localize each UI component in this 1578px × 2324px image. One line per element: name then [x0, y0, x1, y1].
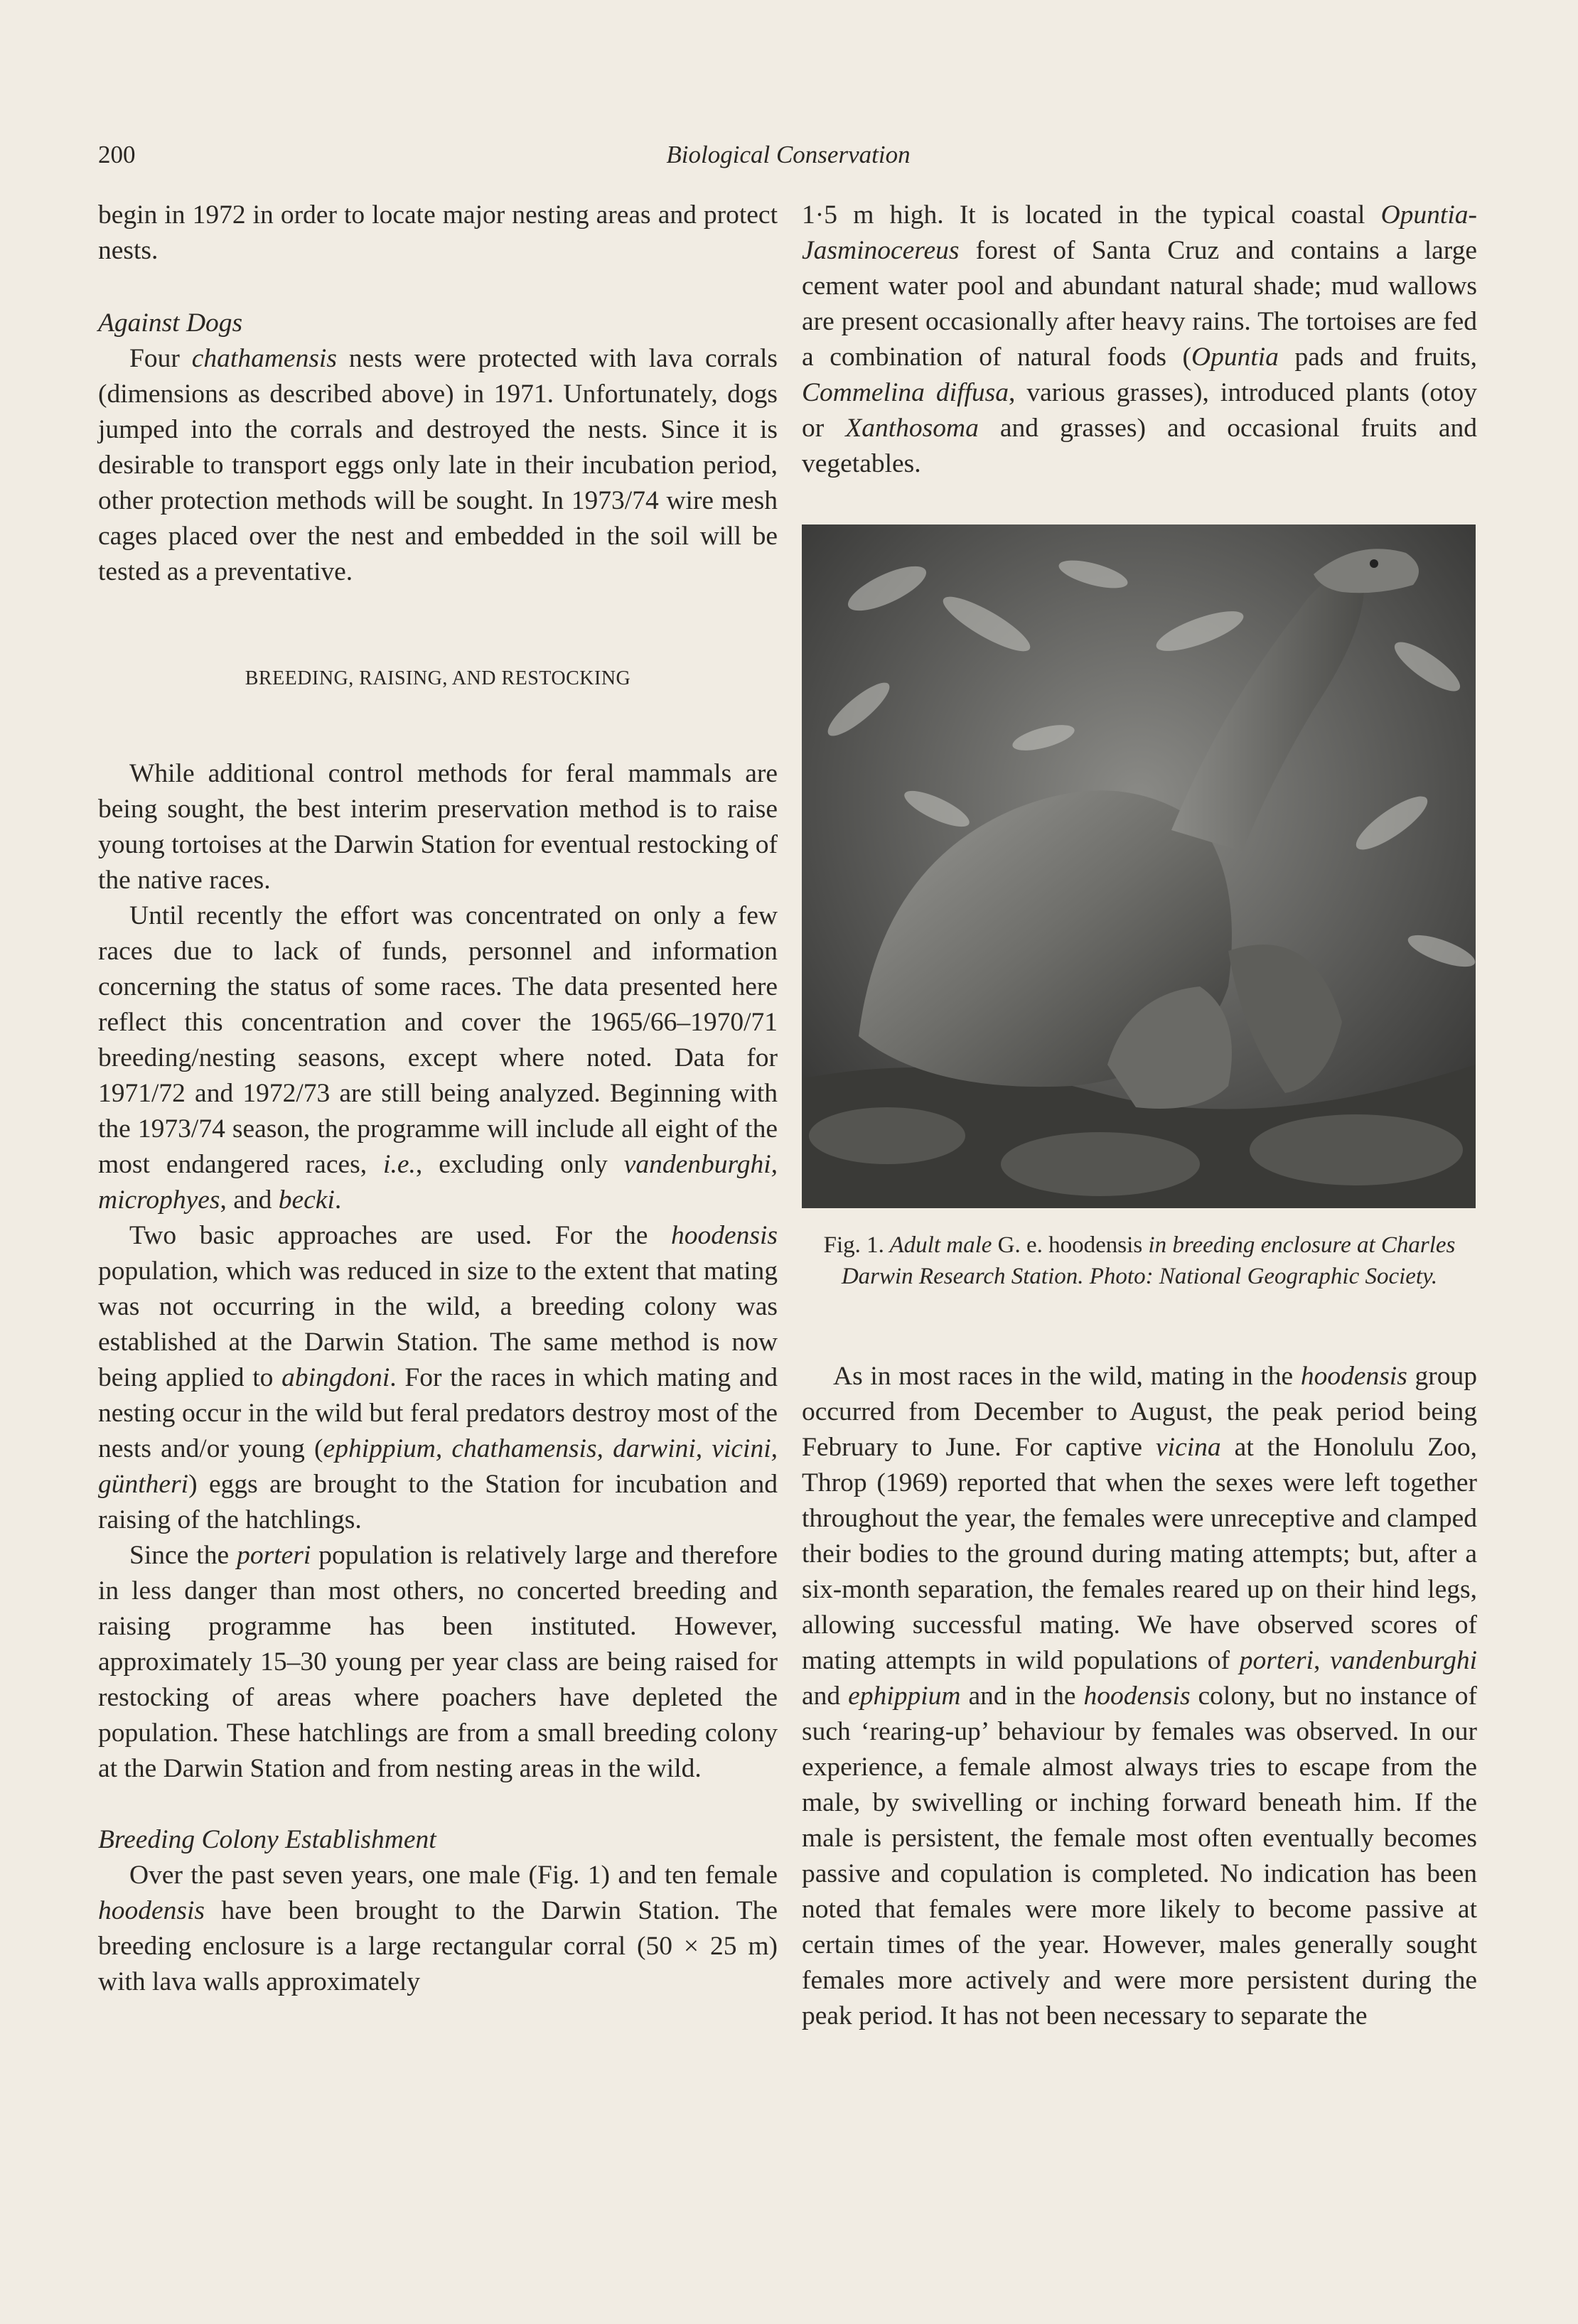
- subheading-breeding-colony: Breeding Colony Establishment: [98, 1825, 436, 1854]
- paragraph-enclosure: 1·5 m high. It is located in the typical coastal Opuntia-Jasminocereus forest of Santa Cruz and contains a large cement water pool and abundant natural shade; mud wallows are present occasionally after heavy rains. The tortoises are fed a combination of natural foods (Opuntia pads and fruits, Commelina diffusa, various grasses), introduced plants (otoy or Xanthosoma and grasses) and occasional fruits and vegetables.: [802, 200, 1477, 478]
- right-column-top: [802, 198, 1477, 482]
- journal-title: Biological Conservation: [666, 141, 911, 168]
- paragraph-3: Two basic approaches are used. For the hoodensis population, which was reduced in size to the extent that mating was not occurring in the wild, a breeding colony was established at the Darwin Station. The same method is now being applied to abingdoni. For the races in which mating and nesting occur in the wild but feral predators destroy most of the nests and/or young (ephippium, chathamensis, darwini, vicini, güntheri) eggs are brought to the Station for incubation and raising of the hatchlings.: [98, 1221, 778, 1534]
- paragraph-dogs: Four chathamensis nests were protected with lava corrals (dimensions as described above) in 1971. Unfortunately, dogs jumped into the corrals and destroyed the nests. Since it is desirable to transport eggs only late in their incubation period, other protection methods will be sought. In 1973/74 wire mesh cages placed over the nest and embedded in the soil will be tested as a preventative.: [98, 344, 778, 586]
- figure-tortoise-photo: [802, 524, 1476, 1208]
- paragraph-1: While additional control methods for feral mammals are being sought, the best interim preservation method is to raise young tortoises at the Darwin Station for eventual restocking of the native races.: [98, 759, 778, 895]
- page-number: 200: [98, 141, 136, 168]
- subheading-against-dogs: Against Dogs: [98, 308, 243, 338]
- running-header: [98, 141, 1478, 178]
- figure-caption: Fig. 1. Adult male G. e. hoodensis in breeding enclosure at Charles Darwin Research Station. Photo: National Geographic Society.: [823, 1232, 1456, 1289]
- paragraph-intro: begin in 1972 in order to locate major nesting areas and protect nests.: [98, 200, 778, 265]
- tortoise-photo-image: [802, 524, 1476, 1208]
- section-heading: BREEDING, RAISING, AND RESTOCKING: [245, 667, 631, 689]
- paragraph-4: Since the porteri population is relatively large and therefore in less danger than most others, no concerted breeding and raising programme has been instituted. However, approximately 15–30 young per year class are being raised for restocking of areas where poachers have depleted the population. These hatchlings are from a small breeding colony at the Darwin Station and from nesting areas in the wild.: [98, 1541, 778, 1783]
- right-column-bottom: [802, 1359, 1477, 2034]
- paragraph-mating: As in most races in the wild, mating in the hoodensis group occurred from December to August, the peak period being February to June. For captive vicina at the Honolulu Zoo, Throp (1969) reported that when the sexes were left together throughout the year, the females were unreceptive and clamped their bodies to the ground during mating attempts; but, after a six-month separation, the females reared up on their hind legs, allowing successful mating. We have observed scores of mating attempts in wild populations of porteri, vandenburghi and ephippium and in the hoodensis colony, but no instance of such ‘rearing-up’ behaviour by females was observed. In our experience, a female almost always tries to escape from the male, by swivelling or inching forward beneath him. If the male is persistent, the female most often eventually becomes passive and copulation is completed. No indication has been noted that females were more likely to become passive at certain times of the year. However, males generally sought females more actively and were more persistent during the peak period. It has not been necessary to separate the: [802, 1362, 1478, 2030]
- left-column: [98, 198, 778, 2000]
- paragraph-2: Until recently the effort was concentrated on only a few races due to lack of funds, personnel and information concerning the status of some races. The data presented here reflect this concentration and cover the 1965/66–1970/71 breeding/nesting seasons, except where noted. Data for 1971/72 and 1972/73 are still being analyzed. Beginning with the 1973/74 season, the programme will include all eight of the most endangered races, i.e., excluding only vandenburghi, microphyes, and becki.: [98, 901, 778, 1215]
- paragraph-5: Over the past seven years, one male (Fig. 1) and ten female hoodensis have been brought to the Darwin Station. The breeding enclosure is a large rectangular corral (50 × 25 m) with lava walls approximately: [98, 1861, 778, 1996]
